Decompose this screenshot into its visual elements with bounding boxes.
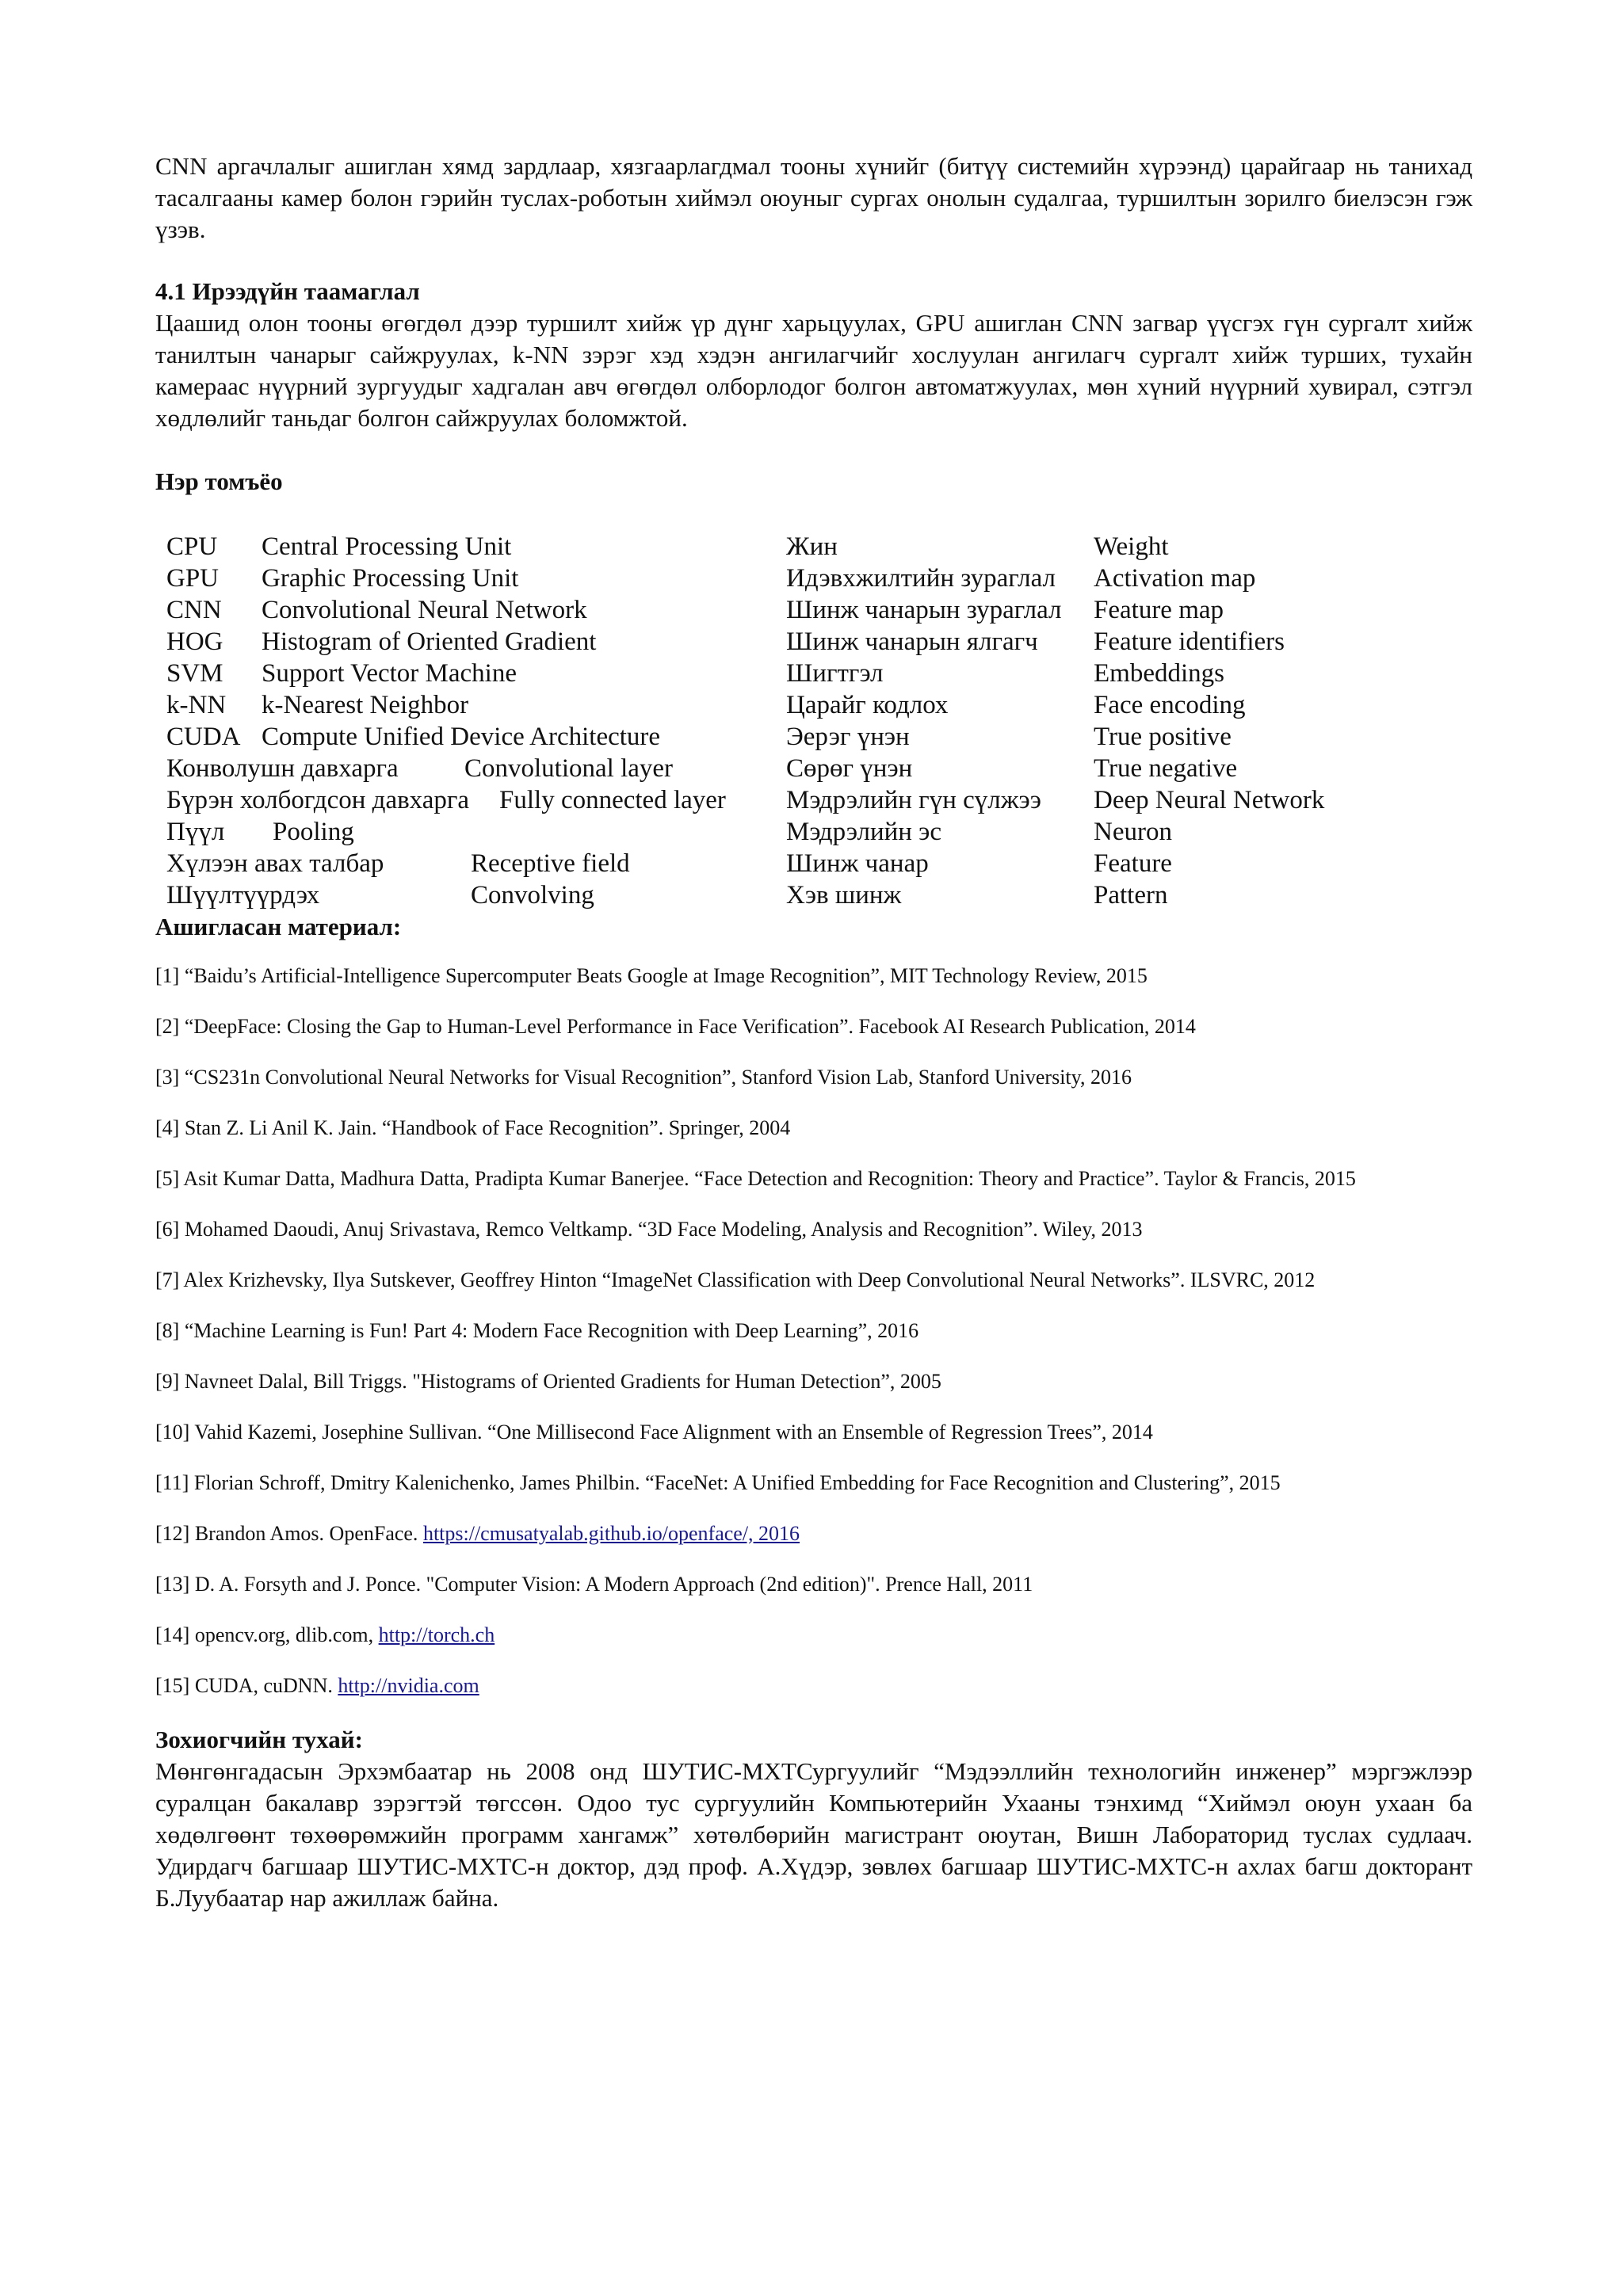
glossary-abbr: HOG	[166, 627, 223, 656]
glossary-row	[155, 816, 1472, 848]
glossary-mn: Шинж чанар	[786, 849, 929, 878]
reference-item	[155, 1268, 1472, 1293]
glossary-row	[155, 594, 1472, 626]
glossary-en: Pattern	[1094, 881, 1168, 910]
glossary-en: Neuron	[1094, 818, 1172, 846]
glossary-en: Face encoding	[1094, 691, 1246, 719]
glossary-abbr: GPU	[166, 564, 220, 593]
reference-item	[155, 1572, 1472, 1597]
glossary-row	[155, 848, 1472, 879]
glossary-full: Support Vector Machine	[262, 659, 517, 688]
reference-text: [13] D. A. Forsyth and J. Ponce. "Computer Vision: A Modern Approach (2nd edition)". Prence Hall, 2011	[155, 1573, 1033, 1596]
references-list	[155, 963, 1472, 1699]
reference-item	[155, 1166, 1472, 1192]
glossary-row	[155, 689, 1472, 721]
glossary-abbr: CPU	[166, 532, 218, 561]
glossary-abbr: k-NN	[166, 691, 227, 719]
glossary-row	[155, 626, 1472, 658]
glossary-full: Compute Unified Device Architecture	[262, 723, 661, 751]
glossary-en: Feature identifiers	[1094, 627, 1285, 656]
glossary-mn: Шинж чанарын ялгагч	[786, 627, 1038, 656]
glossary-full: Convolving	[471, 881, 594, 910]
glossary-abbr: CUDA	[166, 723, 241, 751]
page-content	[155, 151, 1472, 1914]
reference-text: [3] “CS231n Convolutional Neural Networks for Visual Recognition”, Stanford Vision Lab, Stanford University, 2016	[155, 1066, 1132, 1089]
glossary-mn: Эерэг үнэн	[786, 723, 910, 751]
glossary-full: Receptive field	[471, 849, 630, 878]
glossary-en: Activation map	[1094, 564, 1256, 593]
glossary-full: Central Processing Unit	[262, 532, 512, 561]
glossary-mn: Идэвхжилтийн зураглал	[786, 564, 1056, 593]
glossary-abbr: Шүүлтүүрдэх	[166, 881, 320, 910]
author-paragraph: Мөнгөнгадасын Эрхэмбаатар нь 2008 онд ШУТИС-МХТСургуулийг “Мэдээллийн технологийн инженер” мэргэжлээр суралцан бакалавр зэрэгтэй төгссөн. Одоо тус сургуулийн Компьютерийн Ухааны тэнхимд “Хиймэл оюун ухаан ба хөдөлгөөнт төхөөрөмжийн программ хангамж” хөтөлбөрийн магистрант оюутан, Вишн Лабораторид туслах судлаач. Удирдагч багшаар ШУТИС-МХТС-н доктор, дэд проф. А.Хүдэр, зөвлөх багшаар ШУТИС-МХТС-н ахлах багш докторант Б.Луубаатар нар ажиллаж байна.	[155, 1757, 1472, 1912]
reference-item	[155, 1623, 1472, 1648]
reference-link[interactable]: https://cmusatyalab.github.io/openface/, 2016	[422, 1522, 800, 1545]
reference-text: [10] Vahid Kazemi, Josephine Sullivan. “One Millisecond Face Alignment with an Ensemble of Regression Trees”, 2014	[155, 1421, 1153, 1444]
reference-text: [15] CUDA, cuDNN.	[155, 1674, 338, 1697]
glossary-row	[155, 784, 1472, 816]
glossary-abbr: CNN	[166, 596, 222, 624]
reference-text: [11] Florian Schroff, Dmitry Kalenichenko, James Philbin. “FaceNet: A Unified Embedding for Face Recognition and Clustering”, 2015	[155, 1471, 1281, 1494]
glossary-mn: Сөрөг үнэн	[786, 754, 913, 783]
reference-item	[155, 1116, 1472, 1141]
reference-text: [14] opencv.org, dlib.com,	[155, 1623, 379, 1646]
reference-item	[155, 1369, 1472, 1394]
reference-link[interactable]: http://nvidia.com	[338, 1674, 479, 1697]
glossary-full: Convolutional Neural Network	[262, 596, 587, 624]
glossary-full: Fully connected layer	[499, 786, 726, 814]
glossary-abbr: Пүүл	[166, 818, 225, 846]
glossary-mn: Мэдрэлийн гүн сүлжээ	[786, 786, 1041, 814]
reference-text: [7] Alex Krizhevsky, Ilya Sutskever, Geoffrey Hinton “ImageNet Classification with Deep Convolutional Neural Networks”. ILSVRC, 2012	[155, 1268, 1316, 1291]
reference-item	[155, 1521, 1472, 1547]
glossary-en: Embeddings	[1094, 659, 1224, 688]
glossary-row	[155, 753, 1472, 784]
glossary-full: Convolutional layer	[464, 754, 674, 783]
glossary-row	[155, 563, 1472, 594]
glossary-en: True negative	[1094, 754, 1238, 783]
glossary-heading: Нэр томъёо	[155, 467, 283, 495]
glossary-mn: Царайг кодлох	[786, 691, 949, 719]
reference-item	[155, 1065, 1472, 1090]
reference-item	[155, 1014, 1472, 1039]
glossary-en: Weight	[1094, 532, 1169, 561]
glossary-abbr: SVM	[166, 659, 223, 688]
glossary-row	[155, 658, 1472, 689]
glossary-en: Feature	[1094, 849, 1172, 878]
glossary-full: Graphic Processing Unit	[262, 564, 519, 593]
reference-text: [9] Navneet Dalal, Bill Triggs. "Histograms of Oriented Gradients for Human Detection”, 2005	[155, 1370, 941, 1393]
reference-text: [4] Stan Z. Li Anil K. Jain. “Handbook of Face Recognition”. Springer, 2004	[155, 1116, 791, 1139]
reference-item	[155, 963, 1472, 989]
glossary-en: Feature map	[1094, 596, 1224, 624]
reference-item	[155, 1673, 1472, 1699]
reference-item	[155, 1217, 1472, 1242]
reference-text: [2] “DeepFace: Closing the Gap to Human-Level Performance in Face Verification”. Facebook AI Research Publication, 2014	[155, 1015, 1196, 1038]
glossary-mn: Мэдрэлийн эс	[786, 818, 941, 846]
reference-text: [8] “Machine Learning is Fun! Part 4: Modern Face Recognition with Deep Learning”, 2016	[155, 1319, 919, 1342]
reference-text: [6] Mohamed Daoudi, Anuj Srivastava, Remco Veltkamp. “3D Face Modeling, Analysis and Recognition”. Wiley, 2013	[155, 1218, 1143, 1241]
glossary-mn: Шинж чанарын зураглал	[786, 596, 1062, 624]
reference-text: [5] Asit Kumar Datta, Madhura Datta, Pradipta Kumar Banerjee. “Face Detection and Recognition: Theory and Practice”. Taylor & Francis, 2015	[155, 1167, 1356, 1190]
reference-item	[155, 1318, 1472, 1344]
glossary-abbr: Хүлээн авах талбар	[166, 849, 384, 878]
glossary-full: k-Nearest Neighbor	[262, 691, 469, 719]
future-heading: 4.1 Ирээдүйн таамаглал	[155, 277, 420, 305]
reference-text: [1] “Baidu’s Artificial-Intelligence Supercomputer Beats Google at Image Recognition”, MIT Technology Review, 2015	[155, 964, 1148, 987]
glossary-mn: Хэв шинж	[786, 881, 902, 910]
future-paragraph: Цаашид олон тооны өгөгдөл дээр туршилт хийж үр дүнг харьцуулах, GPU ашиглан CNN загвар үүсгэх гүн сургалт хийж танилтын чанарыг сайжруулах, k-NN зэрэг хэд хэдэн ангилагчийг хослуулан ангилагч сургалт хийж турших, тухайн камераас нүүрний зургуудыг хадгалан авч өгөгдөл олборлодог болгон автоматжуулах, мөн хүний нүүрний хувирал, сэтгэл хөдлөлийг таньдаг болгон сайжруулах боломжтой.	[155, 309, 1472, 432]
glossary-full: Histogram of Oriented Gradient	[262, 627, 597, 656]
reference-text: [12] Brandon Amos. OpenFace.	[155, 1522, 423, 1545]
reference-link[interactable]: http://torch.ch	[378, 1623, 495, 1646]
glossary-row	[155, 721, 1472, 753]
glossary-row	[155, 531, 1472, 563]
reference-item	[155, 1470, 1472, 1496]
glossary-mn: Жин	[786, 532, 838, 561]
glossary-table	[155, 531, 1472, 910]
reference-item	[155, 1420, 1472, 1445]
glossary-abbr: Конволушн давхарга	[166, 754, 399, 783]
glossary-mn: Шигтгэл	[786, 659, 884, 688]
glossary-abbr: Бүрэн холбогдсон давхарга	[166, 786, 470, 814]
glossary-full: Pooling	[273, 818, 354, 846]
author-heading: Зохиогчийн тухай:	[155, 1726, 363, 1753]
intro-paragraph: CNN аргачлалыг ашиглан хямд зардлаар, хязгаарлагдмал тооны хүнийг (битүү системийн хүрээнд) царайгаар нь танихад тасалгааны камер болон гэрийн туслах-роботын хиймэл оюуныг сургах онолын судалгаа, туршилтын зорилго биелэсэн гэж үзэв.	[155, 152, 1472, 243]
glossary-en: Deep Neural Network	[1094, 786, 1325, 814]
references-heading: Ашигласан материал:	[155, 913, 402, 940]
glossary-en: True positive	[1094, 723, 1232, 751]
glossary-row	[155, 879, 1472, 911]
